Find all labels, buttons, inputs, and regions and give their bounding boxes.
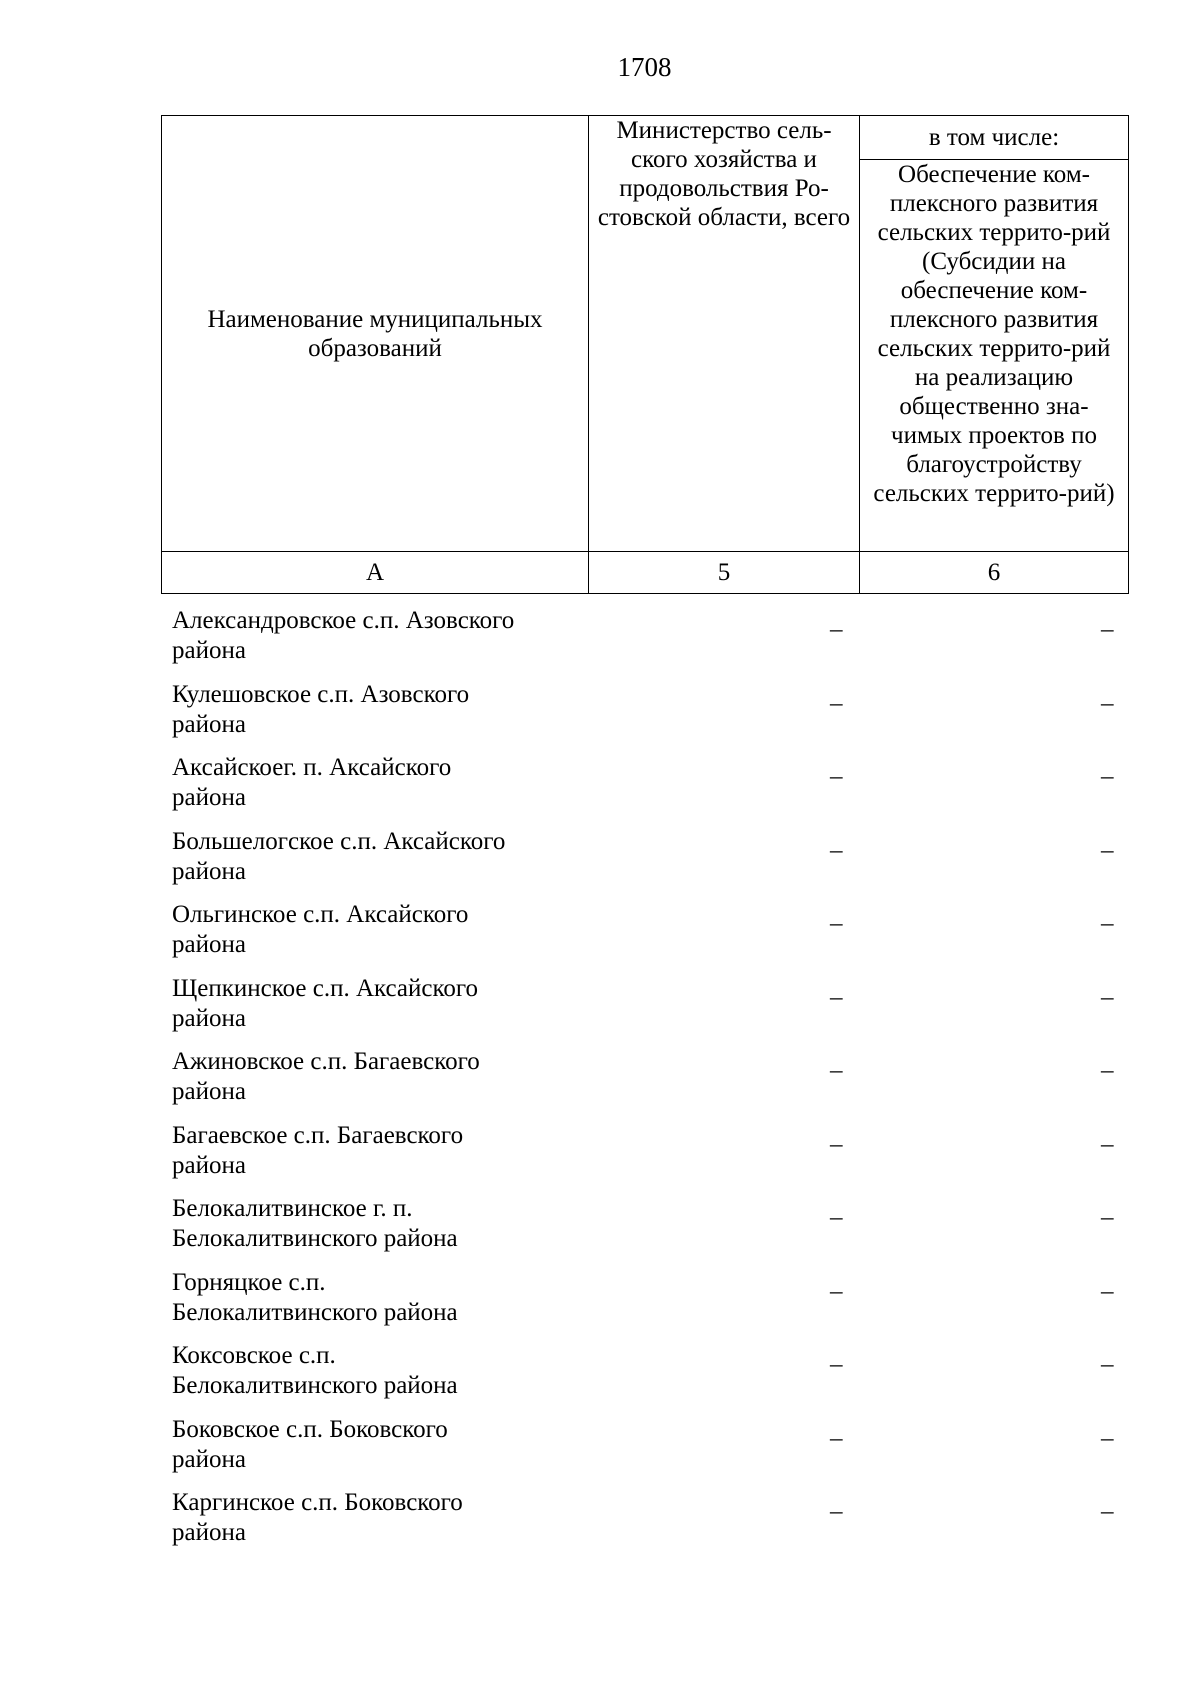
program-value: – xyxy=(1101,1057,1114,1084)
program-value: – xyxy=(1101,1351,1114,1378)
municipality-name: Белокалитвинское г. п. Белокалитвинского района xyxy=(172,1195,458,1252)
header-including: в том числе: xyxy=(860,116,1129,160)
ministry-total-value: – xyxy=(830,616,843,643)
program-value: – xyxy=(1101,1424,1114,1452)
program-value: – xyxy=(1101,763,1114,790)
municipality-name: Каргинское с.п. Боковского района xyxy=(172,1489,463,1546)
column-index-a: А xyxy=(162,552,589,594)
table-row xyxy=(161,1189,1128,1263)
table-row xyxy=(161,601,1128,675)
ministry-total-value: – xyxy=(830,1204,843,1231)
ministry-total-value: – xyxy=(830,1498,843,1525)
municipality-name: Ажиновское с.п. Багаевского района xyxy=(172,1048,480,1105)
table-row xyxy=(161,748,1128,822)
table-row xyxy=(161,969,1128,1043)
program-value: – xyxy=(1101,1277,1114,1305)
ministry-total-value: – xyxy=(830,1277,843,1305)
table-header xyxy=(161,115,1129,594)
municipality-name: Горняцкое с.п. Белокалитвинского района xyxy=(172,1268,458,1326)
table-row xyxy=(161,1336,1128,1410)
municipality-name: Ольгинское с.п. Аксайского района xyxy=(172,901,469,958)
table-row xyxy=(161,895,1128,969)
ministry-total-value: – xyxy=(830,836,843,864)
municipality-name: Кулешовское с.п. Азовского района xyxy=(172,680,470,738)
municipality-name: Аксайскоег. п. Аксайского района xyxy=(172,754,452,811)
page-number: 1708 xyxy=(617,52,672,82)
ministry-total-value: – xyxy=(830,910,843,937)
program-value: – xyxy=(1101,689,1114,717)
program-value: – xyxy=(1101,910,1114,937)
table-row xyxy=(161,1410,1128,1484)
program-value: – xyxy=(1101,983,1114,1011)
ministry-total-value: – xyxy=(830,763,843,790)
program-value: – xyxy=(1101,1130,1114,1158)
table-row xyxy=(161,675,1128,749)
header-rural-development-program: Обеспечение ком-плексного развития сельских террито-рий (Субсидии на обеспечение ком-плексного развития сельских террито-рий на реализацию общественно зна-чимых проектов по благоустройству сельских террито-рий) xyxy=(860,160,1129,552)
program-value: – xyxy=(1101,1498,1114,1525)
ministry-total-value: – xyxy=(830,1351,843,1378)
header-municipality-name: Наименование муниципальных образований xyxy=(162,116,589,552)
table-row xyxy=(161,1263,1128,1337)
table-row xyxy=(161,1042,1128,1116)
program-value: – xyxy=(1101,1204,1114,1231)
column-index-5: 5 xyxy=(589,552,860,594)
ministry-total-value: – xyxy=(830,689,843,717)
ministry-total-value: – xyxy=(830,1424,843,1452)
municipality-name: Большелогское с.п. Аксайского района xyxy=(172,827,506,885)
municipality-name: Багаевское с.п. Багаевского района xyxy=(172,1121,464,1179)
ministry-total-value: – xyxy=(830,1057,843,1084)
municipality-name: Боковское с.п. Боковского района xyxy=(172,1415,448,1473)
program-value: – xyxy=(1101,616,1114,643)
column-index-6: 6 xyxy=(860,552,1129,594)
table-body xyxy=(161,601,1128,1557)
municipality-name: Коксовское с.п. Белокалитвинского района xyxy=(172,1342,458,1399)
table-row xyxy=(161,1483,1128,1557)
table-row xyxy=(161,822,1128,896)
header-ministry-total: Министерство сель-ского хозяйства и продовольствия Ро-стовской области, всего xyxy=(589,116,860,552)
municipality-name: Александровское с.п. Азовского района xyxy=(172,607,515,664)
ministry-total-value: – xyxy=(830,1130,843,1158)
ministry-total-value: – xyxy=(830,983,843,1011)
table-row xyxy=(161,1116,1128,1190)
program-value: – xyxy=(1101,836,1114,864)
municipality-name: Щепкинское с.п. Аксайского района xyxy=(172,974,479,1032)
